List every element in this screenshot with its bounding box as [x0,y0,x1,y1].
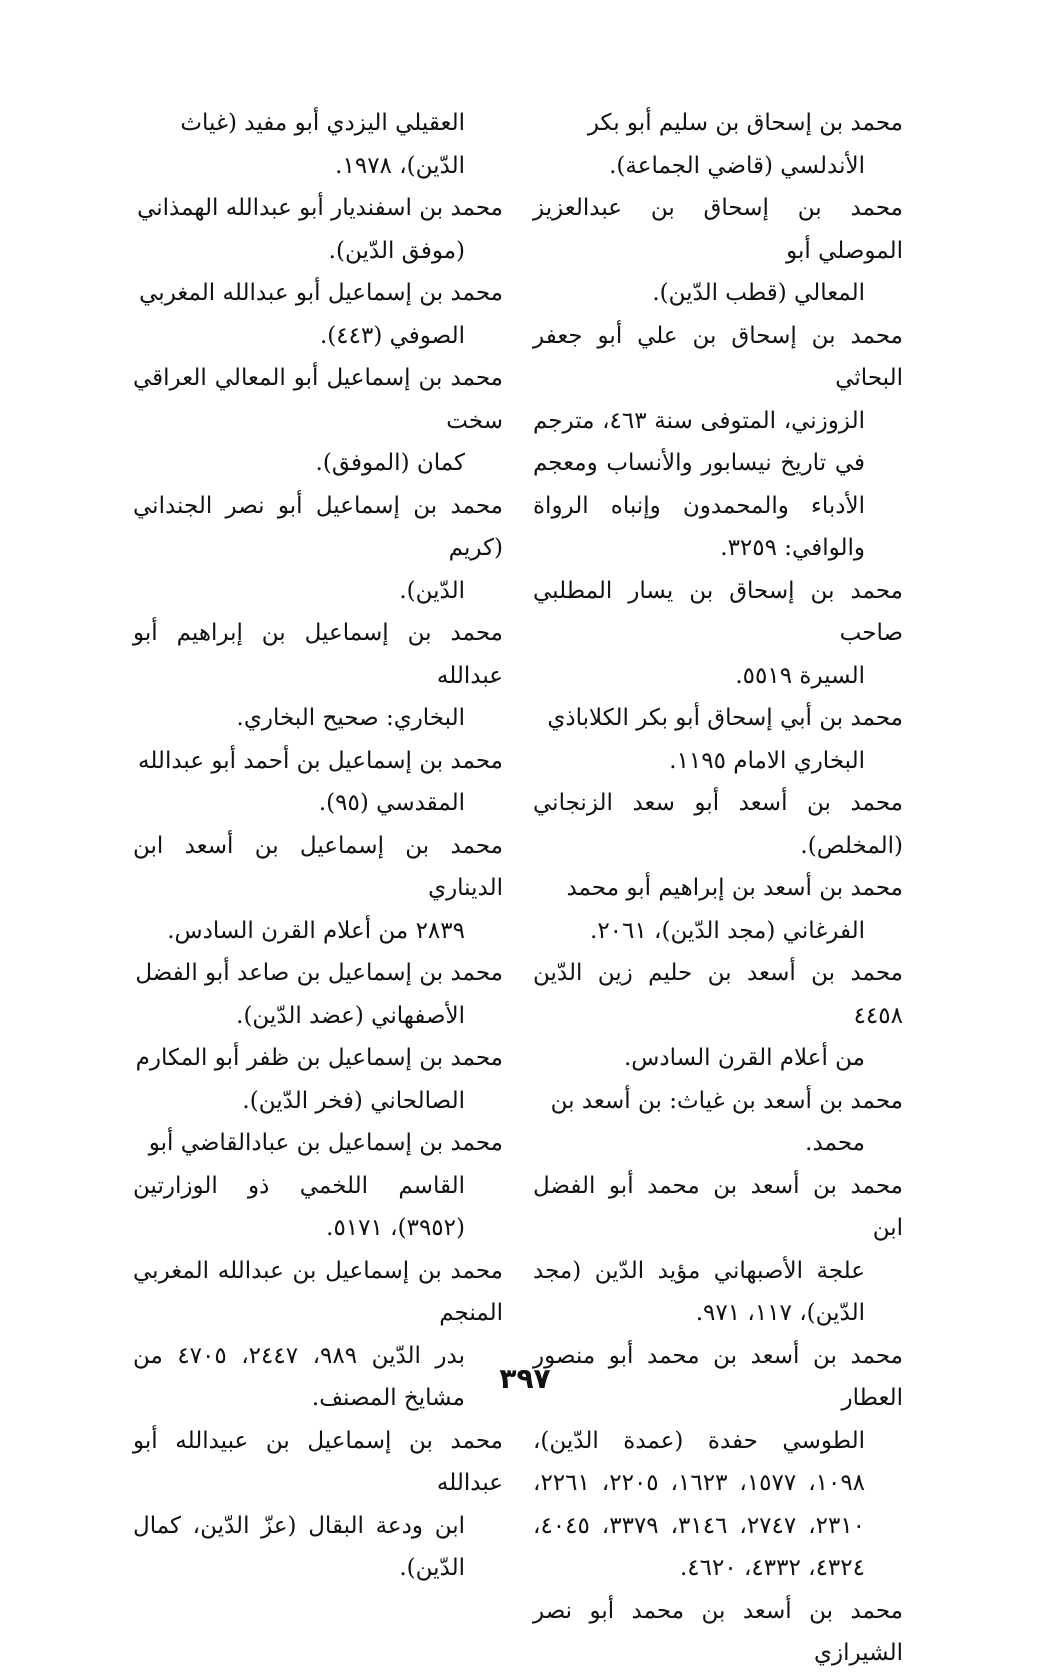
entry-heading: محمد بن إسماعيل بن إبراهيم أبو عبدالله [133,620,503,689]
entry-heading: محمد بن إسحاق بن علي أبو جعفر البحاثي [533,322,903,391]
entry-heading: محمد بن إسماعيل أبو المعالي العراقي سخت [133,365,503,434]
entry-heading: محمد بن أسعد أبو سعد الزنجاني (المخلص). [533,790,903,859]
entry-heading: محمد بن إسحاق بن عبدالعزيز الموصلي أبو [533,195,903,264]
entry-heading: محمد بن إسماعيل بن عبيدالله أبو عبدالله [133,1427,503,1496]
index-entry [133,740,503,825]
entry-continuation: الأصفهاني (عضد الدّين). [236,1002,465,1029]
entry-heading: محمد بن أسعد بن حليم زين الدّين ٤٤٥٨ [533,960,903,1029]
entry-heading: محمد بن أسعد بن غياث: بن أسعد بن [550,1087,903,1114]
entry-continuation: الصالحاني (فخر الدّين). [242,1087,465,1114]
entry-heading: محمد بن أسعد بن محمد أبو الفضل ابن [533,1172,903,1241]
index-entry [533,187,903,315]
index-entry [533,697,903,782]
entry-heading: محمد بن إسماعيل بن أحمد أبو عبدالله [137,747,503,774]
index-entry [533,1080,903,1165]
entry-continuation: كمان (الموفق). [315,450,465,476]
entry-heading: محمد بن إسماعيل بن صاعد أبو الفضل [135,960,503,986]
entry-continuation: (موفق الدّين). [328,237,465,264]
index-entry [533,782,903,867]
index-entry [133,1122,503,1250]
page-number: ٣٩٧ [499,1362,551,1395]
entry-heading: محمد بن إسماعيل بن ظفر أبو المكارم [135,1045,503,1071]
entry-heading: محمد بن إسماعيل أبو عبدالله المغربي [139,280,503,306]
index-entry [533,1590,903,1675]
index-entry [533,1165,903,1335]
index-entry [533,315,903,570]
entry-continuation: بدر الدّين ٩٨٩، ٢٤٤٧، ٤٧٠٥ من مشايخ المصنف. [133,1342,466,1411]
entry-heading: محمد بن اسفنديار أبو عبدالله الهمذاني [137,195,503,221]
entry-heading: محمد بن أسعد بن إبراهيم أبو محمد [566,875,903,901]
entry-continuation: الدّين)، ١٩٧٨. [335,152,465,179]
index-entry [133,1420,503,1590]
index-entry [533,867,903,952]
entry-heading: محمد بن إسماعيل بن عبدالله المغربي المنجم [133,1257,503,1326]
entry-continuation: ابن ودعة البقال (عزّ الدّين، كمال الدّين). [133,1512,465,1581]
index-entry [133,187,503,272]
entry-continuation: الطوسي حفدة (عمدة الدّين)، ١٠٩٨، ١٥٧٧، ١٦٢٣، ٢٢٠٥، ٢٢٦١، ٢٣١٠، ٢٧٤٧، ٣١٤٦، ٣٣٧٩، ٤٠٤٥، ٤٣٢٤، ٤٣٣٢، ٤٦٢٠. [533,1427,866,1581]
entry-continuation: محمد. [805,1130,865,1156]
entry-heading: محمد بن إسماعيل بن عبادالقاضي أبو [148,1130,503,1156]
entry-continuation: المقدسي (٩٥). [318,790,465,816]
index-entry [133,825,503,953]
entry-continuation: السيرة ٥٥١٩. [735,662,865,689]
entry-heading: محمد بن إسحاق بن يسار المطلبي صاحب [533,577,903,646]
entry-continuation: البخاري الامام ١١٩٥. [669,747,865,774]
index-entry [133,102,503,187]
index-entry [133,485,503,613]
entry-continuation: الزوزني، المتوفى سنة ٤٦٣، مترجم في تاريخ نيسابور والأنساب ومعجم الأدباء والمحمدون وإنباه الرواة والوافي: ٣٢٥٩. [533,407,865,561]
entry-heading: محمد بن إسماعيل بن أسعد ابن الديناري [133,832,503,901]
entry-continuation: البخاري: صحيح البخاري. [236,705,465,731]
index-entry [133,952,503,1037]
index-entry [133,357,503,485]
entry-heading: العقيلي اليزدي أبو مفيد (غياث [180,110,465,136]
entry-continuation: الصوفي (٤٤٣). [319,322,465,349]
index-entry [533,952,903,1080]
right-column [533,102,903,1675]
index-entry [133,1037,503,1122]
entry-continuation: الأندلسي (قاضي الجماعة). [609,152,865,179]
entry-continuation: الدّين). [399,577,465,604]
entry-continuation: الفرغاني (مجد الدّين)، ٢٠٦١. [590,917,865,944]
index-entry [133,612,503,740]
entry-continuation: القاسم اللخمي ذو الوزارتين (٣٩٥٢)، ٥١٧١. [133,1172,465,1241]
index-entry [533,102,903,187]
entry-heading: محمد بن إسماعيل أبو نصر الجنداني (كريم [133,492,503,561]
index-entry [133,272,503,357]
entry-heading: محمد بن أسعد بن محمد أبو نصر الشيرازي [533,1597,903,1666]
entry-continuation: ٢٨٣٩ من أعلام القرن السادس. [167,917,465,944]
entry-continuation: علجة الأصبهاني مؤيد الدّين (مجد الدّين)، ١١٧، ٩٧١. [533,1257,865,1326]
entry-heading: محمد بن إسحاق بن سليم أبو بكر [587,110,903,136]
entry-heading: محمد بن أسعد بن محمد أبو منصور العطار [533,1342,903,1411]
index-entry [533,570,903,698]
entry-heading: محمد بن أبي إسحاق أبو بكر الكلاباذي [547,705,903,731]
entry-continuation: من أعلام القرن السادس. [623,1045,865,1071]
entry-continuation: المعالي (قطب الدّين). [652,280,865,306]
